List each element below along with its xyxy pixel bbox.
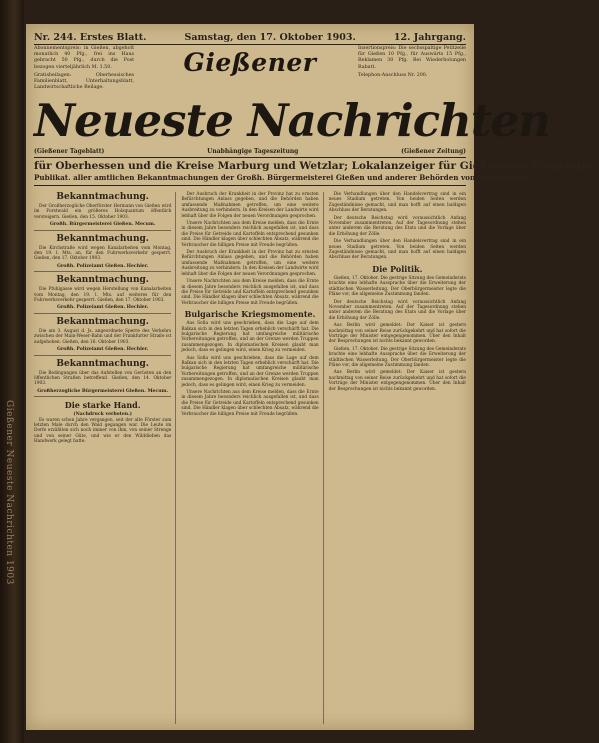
subtitle-left: (Gießener Tageblatt) — [34, 148, 105, 155]
article-body: Die Verhandlungen über den Handelsvertrag sind in ein neues Stadium getreten. Von beiden Seiten werden Zugeständnisse gemacht, und man hofft auf einen baldigen Abschluss der Beratungen. — [328, 239, 466, 261]
story-subtitle: (Nachdruck verboten.) — [73, 412, 132, 418]
story-body: Es waren schon Jahre vergangen, seit der alte Förster zum letzten Male durch den Wald gegangen war. Die Leute im Dorfe erzählten sich noch immer von ihm, von seiner Strenge und von seiner Güte, und wie er den Wilddieben das Handwerk gelegt hatte. — [34, 417, 172, 445]
article-body: Aus Sofia wird uns geschrieben, dass die Lage auf dem Balkan sich in den letzten Tagen erheblich verschärft hat. Die bulgarische Regierung hat umfangreiche militärische Vorbereitungen getroffen, und an der Grenze werden Truppen zusammengezogen. In diplomatischen Kreisen glaubt man jedoch, dass es gelingen wird, einen Krieg zu vermeiden. — [181, 321, 319, 354]
notice-body: Die am 3. August d. Js. angeordnete Sperre des Verkehrs zwischen der Main-Weser-Bahn und der Frankfurter Straße ist aufgehoben. Gießen, den 16. Oktober 1903. — [34, 328, 172, 345]
telephone-text: Telephon-Anschluss Nr. 200. — [358, 72, 428, 78]
notice-title: Bekanntmachung. — [56, 358, 149, 369]
subtitle-right: (Gießener Zeitung) — [401, 148, 466, 155]
article-body: Gießen, 17. Oktober. Die gestrige Sitzung des Gemeinderats brachte eine lebhafte Aussprache über die Erweiterung der städtischen Wasserleitung. Der Oberbürgermeister legte die Pläne vor, die allgemeine Zustimmung fanden. — [328, 275, 466, 298]
region-line: für Oberhessen und die Kreise Marburg und Wetzlar; Lokalanzeiger für Gießen und Umgebung. — [34, 157, 466, 172]
section-title: Die Politik. — [372, 263, 423, 274]
column-right — [329, 192, 466, 724]
column-left — [34, 192, 176, 724]
notice-body: Die Pfuhlgasse wird wegen Herstellung von Kanalarbeiten vom Montag, den 19. l. Mts. auf weiteres für den Fuhrwerksverkehr gesperrt. Gießen, den 17. Oktober 1903. — [34, 287, 172, 304]
book-spine — [0, 0, 24, 743]
subscription-text: Abonnementspreis: in Gießen, abgeholt monatlich 40 Pfg., frei ins Haus gebracht 50 Pfg., durch die Post bezogen vierteljährlich M. 1.50. — [34, 46, 134, 70]
notice-signature: Großh. Bürgermeisterei Gießen. Mecum. — [49, 222, 156, 228]
column-middle — [181, 192, 323, 724]
notice-body: Die Kirchstraße wird wegen Kanalarbeiten vom Montag, den 19. l. Mts. an, für den Fuhrwerksverkehr gesperrt. Gießen, den 17. Oktober 1903. — [34, 245, 172, 262]
notice-title: Bekanntmachung. — [56, 192, 149, 202]
masthead-title-top: Gießener — [183, 48, 317, 77]
text-columns — [34, 192, 466, 724]
volume-number: 12. Jahrgang. — [393, 31, 466, 43]
notice-block — [34, 192, 171, 231]
official-notice-line: Publikat. aller amtlichen Bekanntmachungen der Großh. Bürgermeisterei Gießen und anderer Behörden von Oberhessen. — [34, 173, 466, 186]
article-body: Aus Berlin wird gemeldet: Der Kaiser ist gestern nachmittag von seiner Reise zurückgekehrt und hat sofort die Vorträge der Minister entgegengenommen. Über den Inhalt der Besprechungen ist nichts bekannt geworden. — [328, 323, 466, 345]
article-body: Der Ausbruch der Krankheit in der Provinz hat zu ernsten Befürchtungen Anlass gegeben, und die Behörden haben umfassende Maßnahmen getroffen, um eine weitere Ausbreitung zu verhindern. In den Kreisen der Landwirte wird lebhaft über die Folgen der neuen Verordnungen gesprochen. — [181, 250, 319, 277]
issue-date: Samstag, den 17. Oktober 1903. — [184, 31, 356, 43]
advertising-text: Insertionspreis: Die sechsspaltige Petitzeile für Gießen 10 Pfg., für Auswärts 15 Pfg., Reklamen 30 Pfg. Bei Wiederholungen Rabatt. — [358, 46, 466, 70]
subtitle-row — [34, 148, 466, 155]
notice-block — [34, 317, 171, 356]
story-title: Die starke Hand. — [64, 400, 141, 411]
article-body: Aus Sofia wird uns geschrieben, dass die Lage auf dem Balkan sich in den letzten Tagen erheblich verschärft hat. Die bulgarische Regierung hat umfangreiche militärische Vorbereitungen getroffen, und an der Grenze werden Truppen zusammengezogen. In diplomatischen Kreisen glaubt man jedoch, dass es gelingen wird, einen Krieg zu vermeiden. — [181, 355, 319, 388]
section-title: Bulgarische Kriegsmomente. — [184, 309, 316, 320]
article-intro: Der Ausbruch der Krankheit in der Provinz hat zu ernsten Befürchtungen Anlass gegeben, und die Behörden haben umfassende Maßnahmen getroffen, um eine weitere Ausbreitung zu verhindern. In den Kreisen der Landwirte wird lebhaft über die Folgen der neuen Verordnungen gesprochen. — [181, 192, 319, 219]
notice-body: Der Großherzogliche Oberförster Hermann von Gießen wird im Forstwald ein größeres Holzquantum öffentlich versteigern. Gießen, den 15. Oktober 1903. — [34, 204, 172, 220]
notice-signature: Großh. Polizeiamt Gießen. Hechler. — [56, 263, 149, 269]
notice-block — [34, 275, 171, 314]
advertising-box — [358, 46, 466, 79]
subtitle-center: Unabhängige Tageszeitung — [207, 148, 299, 155]
notice-block — [34, 234, 171, 273]
notice-title: Bekanntmachung. — [56, 233, 149, 244]
notice-title: Bekanntmachung. — [56, 275, 149, 286]
notice-signature: Großherzogliche Bürgermeisterei Gießen. Mecum. — [37, 388, 169, 394]
article-body: Aus Berlin wird gemeldet: Der Kaiser ist gestern nachmittag von seiner Reise zurückgekehrt und hat sofort die Vorträge der Minister entgegengenommen. Über den Inhalt der Besprechungen ist nichts bekannt geworden. — [328, 370, 466, 392]
article-body: Gießen, 17. Oktober. Die gestrige Sitzung des Gemeinderats brachte eine lebhafte Aussprache über die Erweiterung der städtischen Wasserleitung. Der Oberbürgermeister legte die Pläne vor, die allgemeine Zustimmung fanden. — [328, 346, 466, 368]
subscription-box — [34, 46, 134, 91]
article-body: Unsere Nachrichten aus dem Kreise melden, dass die Ernte in diesem Jahre besonders reichlich ausgefallen ist, und dass die Preise für Getreide und Kartoffeln entsprechend gesunken sind. Die Händler klagen über schlechten Absatz, während die Verbraucher die billigen Preise mit Freude begrüßen. — [181, 390, 319, 417]
article-body: Der deutsche Reichstag wird voraussichtlich Anfang November zusammentreten. Auf der Tagesordnung stehen unter anderem die Beratung des Etats und die Vorlage über die Erhöhung der Zölle. — [328, 215, 466, 237]
notice-block — [34, 359, 171, 398]
notice-signature: Großh. Polizeiamt Gießen. Hechler. — [56, 305, 149, 311]
article-body: Der deutsche Reichstag wird voraussichtlich Anfang November zusammentreten. Auf der Tagesordnung stehen unter anderem die Beratung des Etats und die Vorlage über die Erhöhung der Zölle. — [328, 299, 466, 321]
masthead-title-main: Neueste Nachrichten — [34, 94, 550, 147]
newspaper-page — [26, 24, 599, 730]
notice-signature: Großh. Polizeiamt Gießen. Hechler. — [56, 347, 149, 353]
notice-body: Die Bedingungen über das Aufstellen von Gerüsten an den öffentlichen Straßen betreffend. Gießen, den 14. Oktober 1903. — [34, 370, 172, 387]
header-line — [34, 30, 466, 45]
article-body: Unsere Nachrichten aus dem Kreise melden, dass die Ernte in diesem Jahre besonders reichlich ausgefallen ist, und dass die Preise für Getreide und Kartoffeln entsprechend gesunken sind. Die Händler klagen über schlechten Absatz, während die Verbraucher die billigen Preise mit Freude begrüßen. — [181, 279, 319, 306]
spine-text: Gießener Neueste Nachrichten 1903 — [4, 400, 14, 585]
article-body: Unsere Nachrichten aus dem Kreise melden, dass die Ernte in diesem Jahre besonders reichlich ausgefallen ist, und dass die Preise für Getreide und Kartoffeln entsprechend gesunken sind. Die Händler klagen über schlechten Absatz, während die Verbraucher die billigen Preise mit Freude begrüßen. — [181, 221, 319, 248]
article-intro: Die Verhandlungen über den Handelsvertrag sind in ein neues Stadium getreten. Von beiden Seiten werden Zugeständnisse gemacht, und man hofft auf einen baldigen Abschluss der Beratungen. — [328, 192, 466, 214]
notice-title: Bekanntmachung. — [56, 316, 149, 327]
issue-number: Nr. 244. Erstes Blatt. — [34, 31, 147, 43]
supplements-text: Gratisbeilagen: Oberhessisches Familienblatt, Unterhaltungsblatt, Landwirtschaftliche Beilage. — [34, 72, 134, 91]
